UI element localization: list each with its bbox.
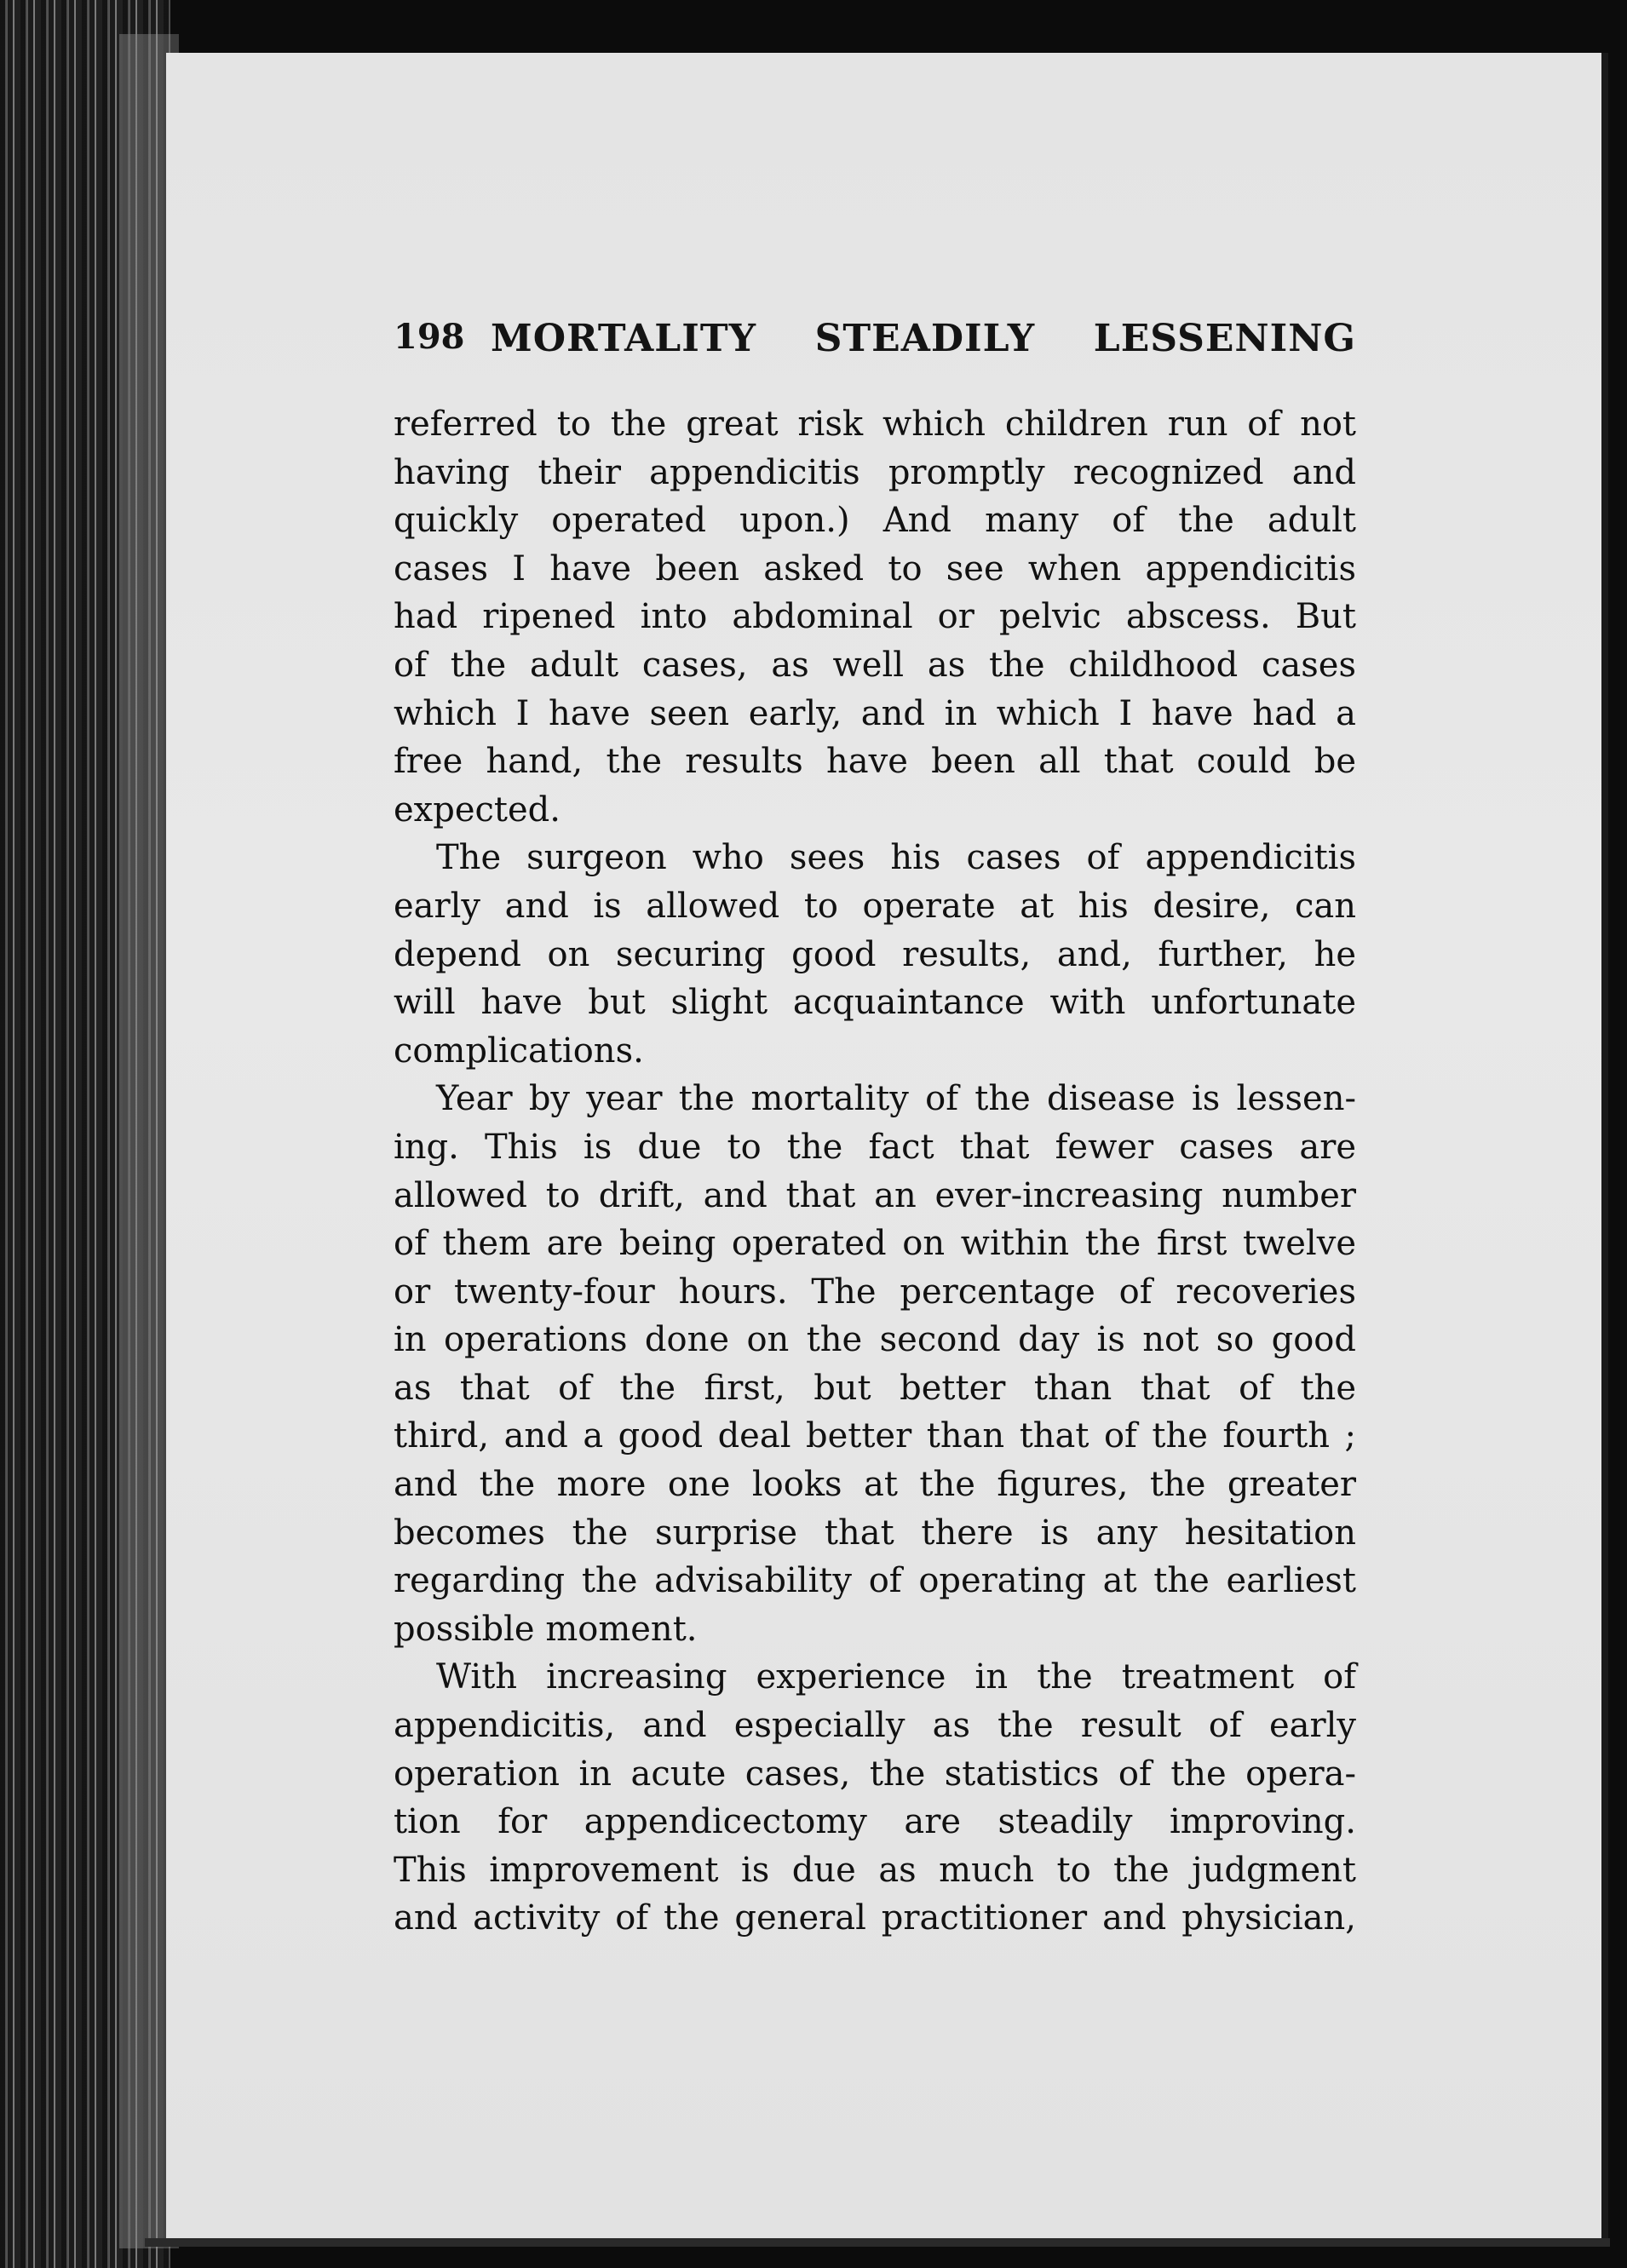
text-line: expected. <box>394 789 561 830</box>
text-line: This improvement is due as much to the judgment <box>394 1850 1356 1890</box>
text-line: regarding the advisability of operating at the earliest <box>394 1561 1356 1601</box>
text-line: possible moment. <box>394 1609 698 1649</box>
text-line: ing. This is due to the fact that fewer cases are <box>394 1127 1356 1167</box>
text-line: in operations done on the second day is not so good <box>394 1320 1356 1360</box>
text-line: had ripened into abdominal or pelvic abscess. But <box>394 597 1356 637</box>
text-line: cases I have been asked to see when appendicitis <box>394 548 1356 589</box>
text-line: appendicitis, and especially as the result of early <box>394 1706 1356 1746</box>
text-line: of the adult cases, as well as the childhood cases <box>394 645 1356 685</box>
text-line: or twenty-four hours. The percentage of recoveries <box>394 1272 1356 1312</box>
page-bottom-edge <box>145 2238 1610 2247</box>
text-line: depend on securing good results, and, further, he <box>394 934 1356 974</box>
text-line: and the more one looks at the figures, the greater <box>394 1465 1356 1505</box>
text-line: which I have seen early, and in which I have had a <box>394 693 1356 733</box>
paragraph-start: Year by year the mortality of the disease is lessen- <box>436 1079 1356 1119</box>
page-header <box>394 317 1356 371</box>
paragraph-start: The surgeon who sees his cases of appendicitis <box>436 838 1356 878</box>
text-line: operation in acute cases, the statistics of the opera- <box>394 1754 1356 1794</box>
page-right-edge <box>1601 53 1608 2242</box>
text-line: of them are being operated on within the first twelve <box>394 1224 1356 1264</box>
text-line: third, and a good deal better than that of the fourth ; <box>394 1416 1356 1456</box>
text-line: referred to the great risk which children run of not <box>394 405 1356 444</box>
text-line: complications. <box>394 1031 644 1071</box>
text-line: having their appendicitis promptly recognized and <box>394 452 1356 492</box>
page-number: 198 <box>394 317 465 357</box>
text-line: early and is allowed to operate at his desire, can <box>394 886 1356 926</box>
body-text <box>394 400 1356 1943</box>
text-line: tion for appendicectomy are steadily improving. <box>394 1802 1356 1842</box>
running-head: MORTALITY STEADILY LESSENING <box>491 317 1356 360</box>
paragraph-start: With increasing experience in the treatment of <box>436 1657 1356 1697</box>
text-line: free hand, the results have been all that could be <box>394 742 1356 782</box>
text-line: as that of the first, but better than that of the <box>394 1368 1356 1408</box>
text-line: quickly operated upon.) And many of the adult <box>394 501 1356 541</box>
text-line: and activity of the general practitioner and physician, <box>394 1898 1356 1938</box>
text-line: becomes the surprise that there is any hesitation <box>394 1513 1356 1553</box>
text-line: will have but slight acquaintance with unfortunate <box>394 983 1356 1023</box>
text-line: allowed to drift, and that an ever-increasing number <box>394 1175 1356 1215</box>
